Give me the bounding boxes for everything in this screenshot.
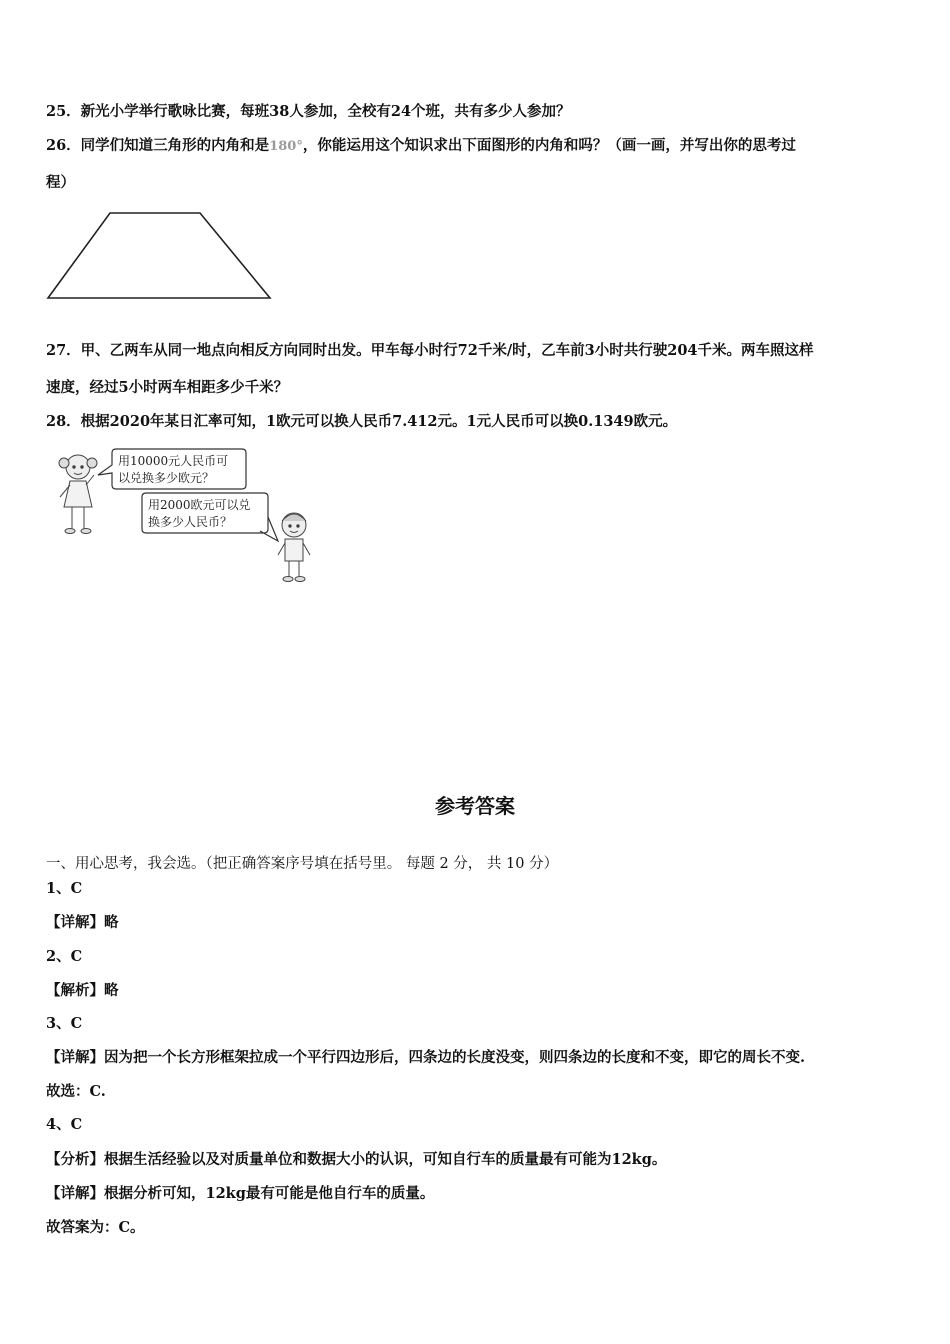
answer-4: 4、C: [46, 1116, 83, 1133]
bubble-2-line1: 用2000欧元可以兑: [148, 498, 251, 512]
speech-bubble-2: [142, 493, 278, 541]
answer-2: 2、C: [46, 948, 83, 965]
boy-icon: [278, 513, 310, 582]
question-25: 25．新光小学举行歌咏比赛，每班38人参加，全校有24个班，共有多少人参加？: [46, 103, 571, 120]
trapezoid-shape: [48, 213, 270, 298]
exchange-illustration: [50, 445, 330, 585]
question-26-continued: 程）: [46, 174, 75, 191]
answer-2-detail: 【解析】略: [46, 982, 119, 999]
answer-4-analysis: 【分析】根据生活经验以及对质量单位和数据大小的认识，可知自行车的质量最有可能为12kg。: [46, 1151, 667, 1168]
question-28: 28．根据2020年某日汇率可知，1欧元可以换人民币7.412元。1元人民币可以换0.1349欧元。: [46, 413, 678, 430]
bubble-1-line2: 以兑换多少欧元？: [118, 471, 215, 485]
speech-bubble-1: [98, 449, 246, 489]
answer-3: 3、C: [46, 1015, 83, 1032]
answer-3-detail: 【详解】因为把一个长方形框架拉成一个平行四边形后，四条边的长度没变，则四条边的长度和不变，即它的周长不变.: [46, 1049, 806, 1066]
answer-3-choice: 故选：C.: [46, 1083, 106, 1100]
question-26-text-rest: ，你能运用这个知识求出下面图形的内角和吗？（画一画，并写出你的思考过: [302, 137, 796, 154]
answers-title: 参考答案: [435, 794, 515, 818]
bubble-2-line2: 换多少人民币？: [148, 515, 233, 529]
question-26-text: 26．同学们知道三角形的内角和是: [46, 137, 270, 154]
answer-1: 1、C: [46, 880, 83, 897]
question-27-line1: 27．甲、乙两车从同一地点向相反方向同时出发。甲车每小时行72千米/时，乙车前3小时共行驶204千米。两车照这样: [46, 342, 814, 359]
bubble-1-line1: 用10000元人民币可: [118, 454, 229, 468]
answer-4-detail: 【详解】根据分析可知，12kg最有可能是他自行车的质量。: [46, 1185, 435, 1202]
question-27-line2: 速度，经过5小时两车相距多少千米？: [46, 379, 289, 396]
answer-4-answer: 故答案为：C。: [46, 1219, 145, 1236]
answer-1-detail: 【详解】略: [46, 914, 119, 931]
girl-icon: [59, 455, 97, 534]
degree-value: 180°: [269, 139, 303, 154]
section-1-heading: 一、用心思考，我会选。（把正确答案序号填在括号里。 每题 2 分， 共 10 分）: [46, 856, 559, 872]
